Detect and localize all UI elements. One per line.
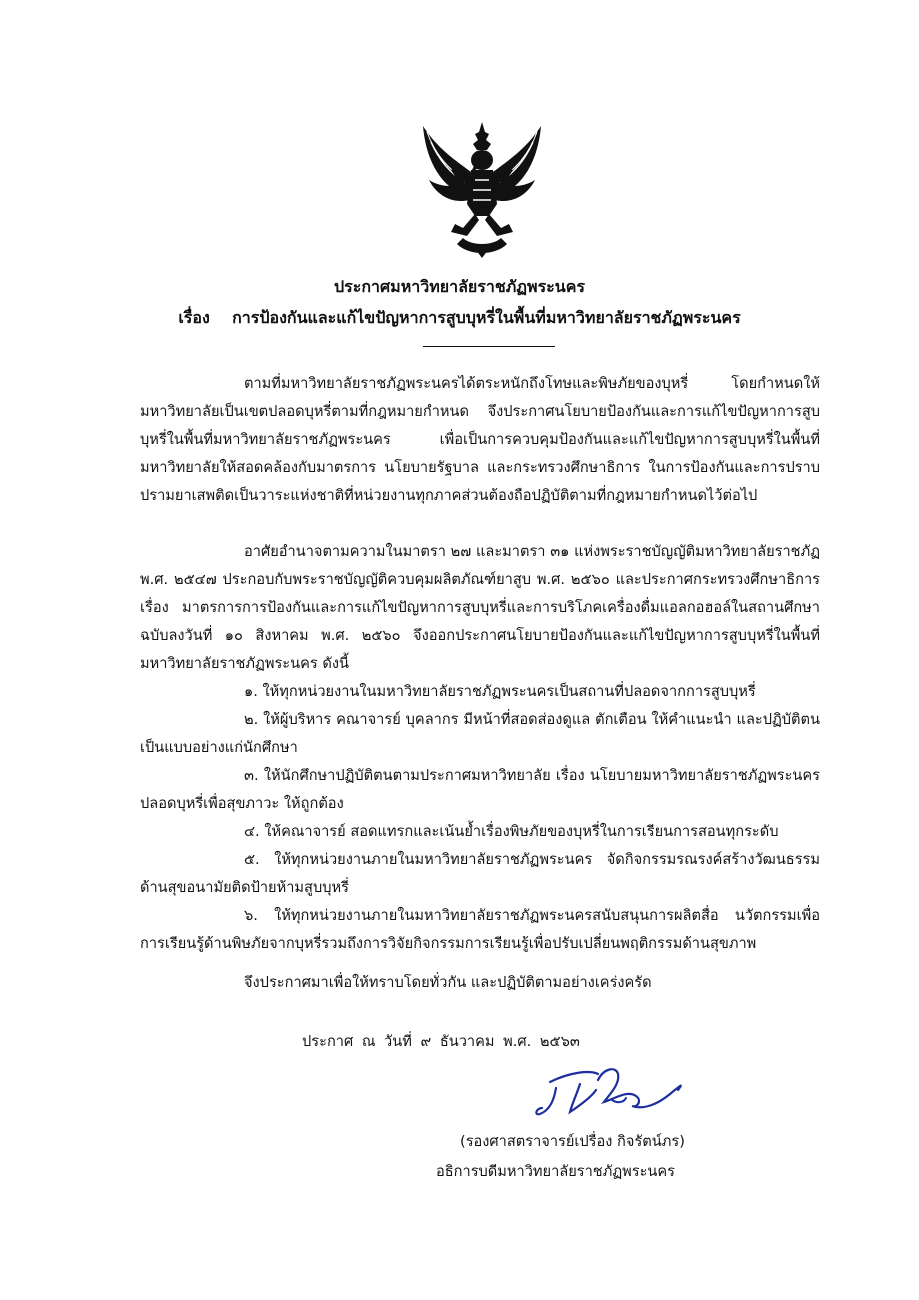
announcement-date — [302, 1030, 580, 1053]
list-item: ๖. ให้ทุกหน่วยงานภายในมหาวิทยาลัยราชภัฏพระนครสนับสนุนการผลิตสื่อ นวัตกรรมเพื่อการเรียนรู้ด้านพิษภัยจากบุหรี่รวมถึงการวิจัยกิจกรรมการเรียนรู้เพื่อปรับเปลี่ยนพฤติกรรมด้านสุขภาพ — [140, 907, 820, 952]
handwritten-signature-icon — [520, 1060, 695, 1122]
signatory-name: (รองศาสตราจารย์เปรื่อง กิจรัตน์ภร) — [460, 1133, 685, 1150]
body-paragraph-2: อาศัยอำนาจตามความในมาตรา ๒๗ และมาตรา ๓๑ แห่งพระราชบัญญัติมหาวิทยาลัยราชภัฏ พ.ศ. ๒๕๔๗ ประกอบกับพระราชบัญญัติควบคุมผลิตภัณฑ์ยาสูบ พ.ศ. ๒๕๖๐ และประกาศกระทรวงศึกษาธิการ เรื่อง มาตรการการป้องกันและการแก้ไขปัญหาการสูบบุหรี่และการบริโภคเครื่องดื่มแอลกอฮอล์ในสถานศึกษา ฉบับลงวันที่ ๑๐ สิงหาคม พ.ศ. ๒๕๖๐ จึงออกประกาศนโยบายป้องกันและแก้ไขปัญหาการสูบบุหรี่ในพื้นที่มหาวิทยาลัยราชภัฏพระนคร ดังนี้ — [140, 543, 820, 672]
subject-label: เรื่อง — [178, 308, 210, 327]
document-title: ประกาศมหาวิทยาลัยราชภัฏพระนคร — [333, 277, 585, 296]
list-item: ๒. ให้ผู้บริหาร คณาจารย์ บุคลากร มีหน้าที่สอดส่องดูแล ตักเตือน ให้คำแนะนำ และปฏิบัติตนเป็นแบบอย่างแก่นักศึกษา — [140, 711, 820, 756]
heading-divider — [423, 346, 555, 347]
list-item: ๑. ให้ทุกหน่วยงานในมหาวิทยาลัยราชภัฏพระนครเป็นสถานที่ปลอดจากการสูบบุหรี่ — [244, 683, 756, 700]
date-year: พ.ศ. ๒๕๖๓ — [503, 1033, 580, 1050]
list-item: ๔. ให้คณาจารย์ สอดแทรกและเน้นย้ำเรื่องพิษภัยของบุหรี่ในการเรียนการสอนทุกระดับ — [244, 823, 779, 840]
document-subject — [0, 306, 919, 331]
date-prefix: ประกาศ ณ วันที่ — [302, 1033, 412, 1050]
garuda-emblem-icon — [415, 120, 550, 260]
signatory-position: อธิการบดีมหาวิทยาลัยราชภัฏพระนคร — [436, 1163, 676, 1180]
date-month: ธันวาคม — [439, 1033, 495, 1050]
list-item: ๕. ให้ทุกหน่วยงานภายในมหาวิทยาลัยราชภัฏพระนคร จัดกิจกรรมรณรงค์สร้างวัฒนธรรมด้านสุขอนามัยติดป้ายห้ามสูบบุหรี่ — [140, 851, 820, 896]
closing-statement: จึงประกาศมาเพื่อให้ทราบโดยทั่วกัน และปฏิบัติตามอย่างเคร่งครัด — [244, 974, 652, 991]
subject-text: การป้องกันและแก้ไขปัญหาการสูบบุหรี่ในพื้นที่มหาวิทยาลัยราชภัฏพระนคร — [232, 308, 741, 327]
date-day: ๙ — [420, 1033, 432, 1050]
body-paragraph-1: ตามที่มหาวิทยาลัยราชภัฏพระนครได้ตระหนักถึงโทษและพิษภัยของบุหรี่ โดยกำหนดให้มหาวิทยาลัยเป็นเขตปลอดบุหรี่ตามที่กฎหมายกำหนด จึงประกาศนโยบายป้องกันและการแก้ไขปัญหาการสูบบุหรี่ในพื้นที่มหาวิทยาลัยราชภัฏพระนคร เพื่อเป็นการควบคุมป้องกันและแก้ไขปัญหาการสูบบุหรี่ในพื้นที่มหาวิทยาลัยให้สอดคล้องกับมาตรการ นโยบายรัฐบาล และกระทรวงศึกษาธิการ ในการป้องกันและการปราบปรามยาเสพติดเป็นวาระแห่งชาติที่หน่วยงานทุกภาคส่วนต้องถือปฏิบัติตามที่กฎหมายกำหนดไว้ต่อไป — [140, 375, 820, 504]
list-item: ๓. ให้นักศึกษาปฏิบัติตนตามประกาศมหาวิทยาลัย เรื่อง นโยบายมหาวิทยาลัยราชภัฏพระนครปลอดบุหรี่เพื่อสุขภาวะ ให้ถูกต้อง — [140, 767, 820, 812]
